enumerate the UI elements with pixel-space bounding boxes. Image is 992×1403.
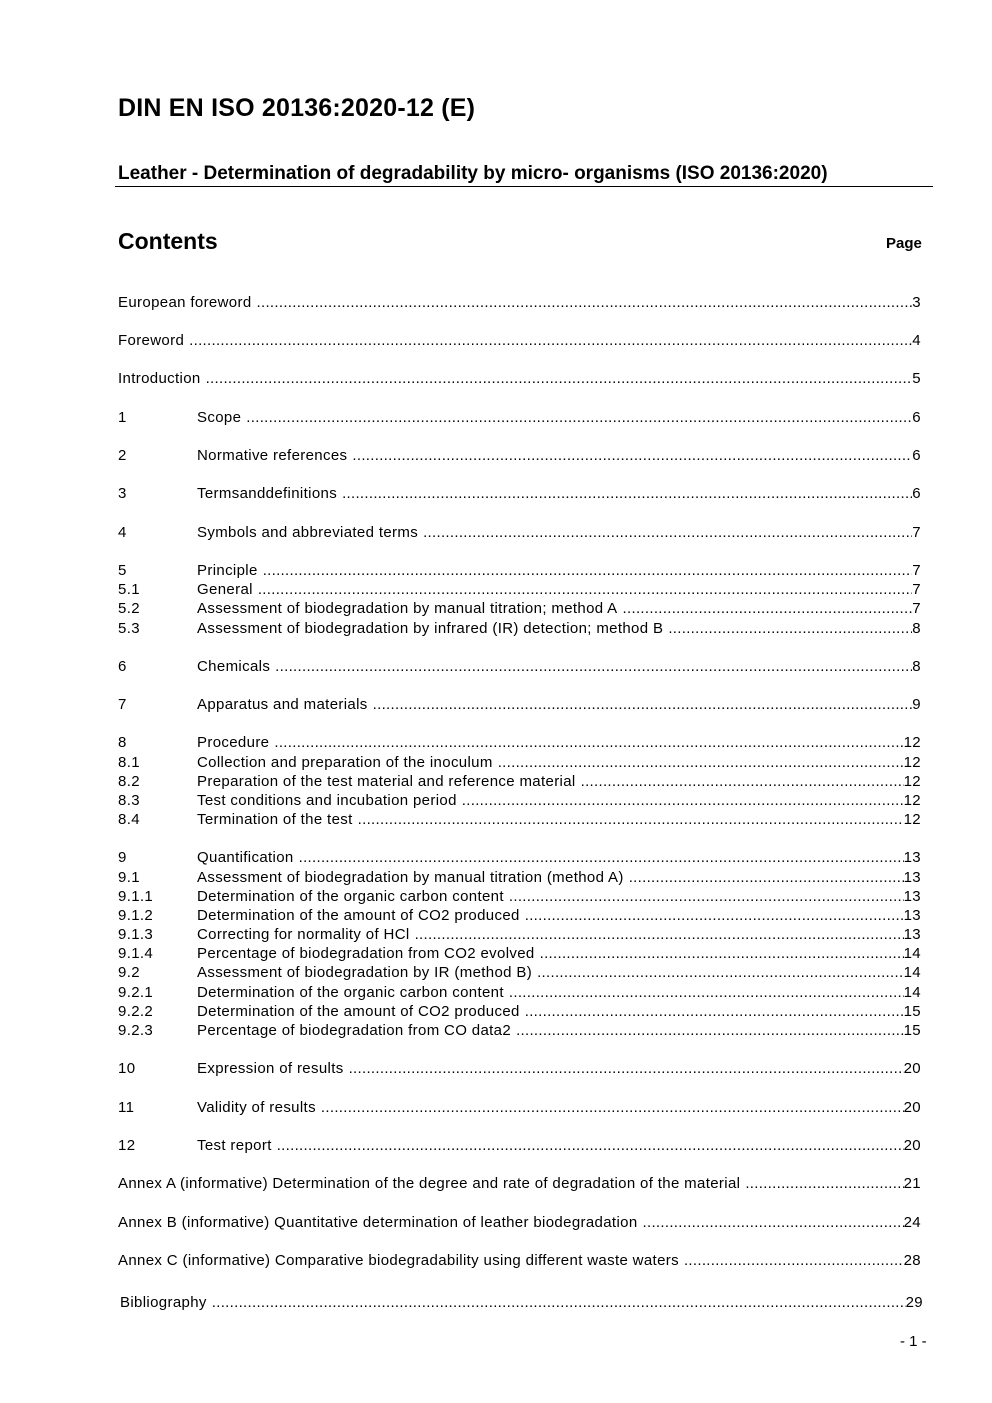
toc-dot-leader — [206, 369, 913, 388]
toc-dot-leader — [189, 331, 912, 350]
toc-entry-number: 9.1.4 — [118, 945, 154, 962]
toc-dot-leader — [540, 944, 904, 963]
toc-entry-title: Annex A (informative) Determination of the degree and rate of degradation of the material — [118, 1175, 741, 1192]
toc-entry-page: 15 — [903, 1022, 921, 1039]
toc-entry-number: 1 — [118, 409, 127, 426]
toc-entry[interactable] — [118, 887, 921, 906]
toc-entry-title: Principle — [197, 562, 258, 579]
document-title: Leather - Determination of degradability by micro- organisms (ISO 20136:2020) — [118, 163, 828, 184]
toc-entry-page: 13 — [903, 869, 921, 886]
toc-dot-leader — [415, 925, 904, 944]
toc-entry-number: 8.4 — [118, 811, 140, 828]
toc-entry-number: 5.2 — [118, 600, 140, 617]
toc-entry-number: 9 — [118, 849, 127, 866]
toc-dot-leader — [629, 868, 904, 887]
page-number: - 1 - — [900, 1333, 927, 1350]
toc-entry-page: 4 — [912, 332, 921, 349]
toc-entry[interactable] — [118, 963, 921, 982]
toc-dot-leader — [373, 695, 913, 714]
toc-entry[interactable] — [118, 369, 921, 388]
toc-entry-title: General — [197, 581, 253, 598]
toc-entry-title: Annex B (informative) Quantitative determination of leather biodegradation — [118, 1214, 638, 1231]
toc-entry[interactable] — [118, 944, 921, 963]
toc-dot-leader — [274, 733, 903, 752]
toc-entry-page: 20 — [903, 1137, 921, 1154]
toc-entry[interactable] — [118, 619, 921, 638]
toc-entry-number: 5.3 — [118, 620, 140, 637]
toc-entry-title: Foreword — [118, 332, 185, 349]
toc-entry-title: Collection and preparation of the inoculum — [197, 754, 493, 771]
toc-dot-leader — [321, 1098, 904, 1117]
toc-entry-title: Symbols and abbreviated terms — [197, 524, 419, 541]
toc-entry[interactable] — [118, 446, 921, 465]
toc-entry[interactable] — [118, 925, 921, 944]
toc-entry-page: 8 — [912, 620, 921, 637]
toc-entry-page: 14 — [903, 945, 921, 962]
toc-entry[interactable] — [118, 1174, 921, 1193]
toc-entry-number: 9.2.3 — [118, 1022, 154, 1039]
toc-entry-title: Determination of the amount of CO2 produced — [197, 1003, 520, 1020]
toc-entry[interactable] — [118, 1213, 921, 1232]
toc-dot-leader — [423, 523, 912, 542]
toc-entry[interactable] — [118, 848, 921, 867]
toc-dot-leader — [246, 408, 912, 427]
toc-entry[interactable] — [118, 561, 921, 580]
toc-entry-number: 2 — [118, 447, 127, 464]
toc-dot-leader — [352, 446, 912, 465]
title-underline — [115, 186, 933, 187]
toc-dot-leader — [684, 1251, 904, 1270]
toc-entry-page: 14 — [903, 964, 921, 981]
toc-entry-page: 8 — [912, 658, 921, 675]
toc-entry-page: 6 — [912, 447, 921, 464]
toc-entry-number: 11 — [118, 1099, 135, 1116]
toc-entry-title: Determination of the organic carbon content — [197, 984, 504, 1001]
toc-entry-number: 6 — [118, 658, 127, 675]
toc-entry-page: 7 — [912, 600, 921, 617]
toc-entry-page: 13 — [903, 849, 921, 866]
toc-dot-leader — [349, 1059, 904, 1078]
toc-entry[interactable] — [118, 523, 921, 542]
toc-entry[interactable] — [118, 599, 921, 618]
toc-entry[interactable] — [118, 1251, 921, 1270]
toc-entry[interactable] — [118, 1021, 921, 1040]
toc-entry-number: 9.2 — [118, 964, 140, 981]
toc-dot-leader — [498, 753, 904, 772]
toc-entry-number: 9.1.3 — [118, 926, 154, 943]
toc-entry-page: 13 — [903, 907, 921, 924]
toc-entry-title: Termsanddefinitions — [197, 485, 338, 502]
toc-dot-leader — [537, 963, 904, 982]
toc-dot-leader — [257, 293, 913, 312]
toc-dot-leader — [462, 791, 904, 810]
toc-dot-leader — [263, 561, 913, 580]
toc-dot-leader — [525, 906, 904, 925]
toc-entry-title: Quantification — [197, 849, 294, 866]
toc-dot-leader — [509, 887, 904, 906]
toc-dot-leader — [643, 1213, 904, 1232]
toc-entry-title: Assessment of biodegradation by IR (method B) — [197, 964, 533, 981]
toc-entry-number: 12 — [118, 1137, 136, 1154]
toc-dot-leader — [275, 657, 912, 676]
toc-dot-leader — [509, 983, 904, 1002]
toc-entry-title: Preparation of the test material and reference material — [197, 773, 576, 790]
toc-entry-page: 13 — [903, 888, 921, 905]
toc-entry-page: 14 — [903, 984, 921, 1001]
contents-heading: Contents — [118, 228, 218, 254]
toc-entry-number: 9.1.2 — [118, 907, 154, 924]
toc-entry-number: 9.2.2 — [118, 1003, 154, 1020]
toc-dot-leader — [299, 848, 904, 867]
toc-entry-page: 12 — [903, 773, 921, 790]
toc-entry[interactable] — [118, 733, 921, 752]
toc-entry-number: 9.1 — [118, 869, 140, 886]
toc-entry[interactable] — [118, 1059, 921, 1078]
toc-entry-page: 12 — [903, 754, 921, 771]
toc-entry[interactable] — [118, 810, 921, 829]
toc-entry-title: Percentage of biodegradation from CO data2 — [197, 1022, 512, 1039]
toc-entry[interactable] — [118, 772, 921, 791]
toc-entry[interactable] — [120, 1293, 923, 1312]
toc-entry-page: 20 — [903, 1060, 921, 1077]
toc-entry-page: 7 — [912, 562, 921, 579]
toc-dot-leader — [342, 484, 912, 503]
toc-entry-number: 8.2 — [118, 773, 140, 790]
toc-entry[interactable] — [118, 753, 921, 772]
toc-entry-page: 9 — [912, 696, 921, 713]
toc-entry-title: Determination of the organic carbon content — [197, 888, 504, 905]
toc-entry[interactable] — [118, 1098, 921, 1117]
toc-entry-title: Expression of results — [197, 1060, 344, 1077]
toc-entry[interactable] — [118, 331, 921, 350]
toc-entry[interactable] — [118, 695, 921, 714]
toc-entry-title: Termination of the test — [197, 811, 353, 828]
toc-entry-title: Assessment of biodegradation by infrared (IR) detection; method B — [197, 620, 664, 637]
toc-dot-leader — [212, 1293, 906, 1312]
toc-entry-title: Chemicals — [197, 658, 271, 675]
toc-dot-leader — [623, 599, 913, 618]
toc-entry-page: 29 — [905, 1294, 923, 1311]
toc-entry-number: 8.3 — [118, 792, 140, 809]
toc-entry-title: Test report — [197, 1137, 272, 1154]
toc-entry[interactable] — [118, 408, 921, 427]
toc-entry-title: Assessment of biodegradation by manual titration (method A) — [197, 869, 624, 886]
toc-entry-title: Bibliography — [120, 1294, 207, 1311]
toc-entry[interactable] — [118, 1136, 921, 1155]
toc-entry[interactable] — [118, 791, 921, 810]
toc-entry-title: Percentage of biodegradation from CO2 evolved — [197, 945, 535, 962]
toc-entry-title: Annex C (informative) Comparative biodegradability using different waste waters — [118, 1252, 679, 1269]
toc-entry-page: 7 — [912, 581, 921, 598]
toc-entry-number: 3 — [118, 485, 127, 502]
toc-entry-page: 7 — [912, 524, 921, 541]
toc-entry-page: 12 — [903, 811, 921, 828]
toc-dot-leader — [358, 810, 904, 829]
toc-entry-title: Validity of results — [197, 1099, 316, 1116]
toc-entry-title: Introduction — [118, 370, 201, 387]
toc-entry[interactable] — [118, 657, 921, 676]
toc-entry-number: 4 — [118, 524, 127, 541]
toc-dot-leader — [668, 619, 912, 638]
toc-entry-title: European foreword — [118, 294, 252, 311]
toc-entry-title: Procedure — [197, 734, 270, 751]
toc-entry-page: 28 — [903, 1252, 921, 1269]
toc-entry[interactable] — [118, 906, 921, 925]
toc-entry-number: 5 — [118, 562, 127, 579]
toc-entry-page: 21 — [903, 1175, 921, 1192]
toc-entry-title: Assessment of biodegradation by manual titration; method A — [197, 600, 618, 617]
toc-entry-number: 10 — [118, 1060, 136, 1077]
toc-dot-leader — [277, 1136, 904, 1155]
toc-entry-page: 12 — [903, 792, 921, 809]
toc-entry[interactable] — [118, 293, 921, 312]
document-id: DIN EN ISO 20136:2020-12 (E) — [118, 94, 476, 122]
toc-entry-title: Scope — [197, 409, 242, 426]
toc-entry-title: Correcting for normality of HCl — [197, 926, 410, 943]
toc-entry-number: 9.2.1 — [118, 984, 154, 1001]
toc-entry[interactable] — [118, 580, 921, 599]
toc-entry[interactable] — [118, 1002, 921, 1021]
toc-dot-leader — [258, 580, 912, 599]
toc-entry-number: 7 — [118, 696, 127, 713]
toc-entry-number: 8.1 — [118, 754, 140, 771]
toc-entry-title: Test conditions and incubation period — [197, 792, 457, 809]
toc-entry-number: 5.1 — [118, 581, 140, 598]
toc-dot-leader — [581, 772, 904, 791]
toc-entry-number: 9.1.1 — [118, 888, 154, 905]
toc-entry-page: 15 — [903, 1003, 921, 1020]
toc-entry-title: Determination of the amount of CO2 produced — [197, 907, 520, 924]
toc-dot-leader — [745, 1174, 903, 1193]
toc-entry-title: Normative references — [197, 447, 348, 464]
page-column-heading: Page — [886, 235, 922, 252]
toc-entry-page: 20 — [903, 1099, 921, 1116]
toc-entry-page: 6 — [912, 409, 921, 426]
toc-entry-title: Apparatus and materials — [197, 696, 368, 713]
toc-entry-page: 12 — [903, 734, 921, 751]
toc-entry-page: 6 — [912, 485, 921, 502]
toc-dot-leader — [516, 1021, 904, 1040]
toc-entry-number: 8 — [118, 734, 127, 751]
toc-entry[interactable] — [118, 868, 921, 887]
toc-dot-leader — [525, 1002, 904, 1021]
toc-entry-page: 3 — [912, 294, 921, 311]
toc-entry[interactable] — [118, 983, 921, 1002]
toc-entry-page: 5 — [912, 370, 921, 387]
toc-entry-page: 13 — [903, 926, 921, 943]
toc-entry-page: 24 — [903, 1214, 921, 1231]
toc-entry[interactable] — [118, 484, 921, 503]
